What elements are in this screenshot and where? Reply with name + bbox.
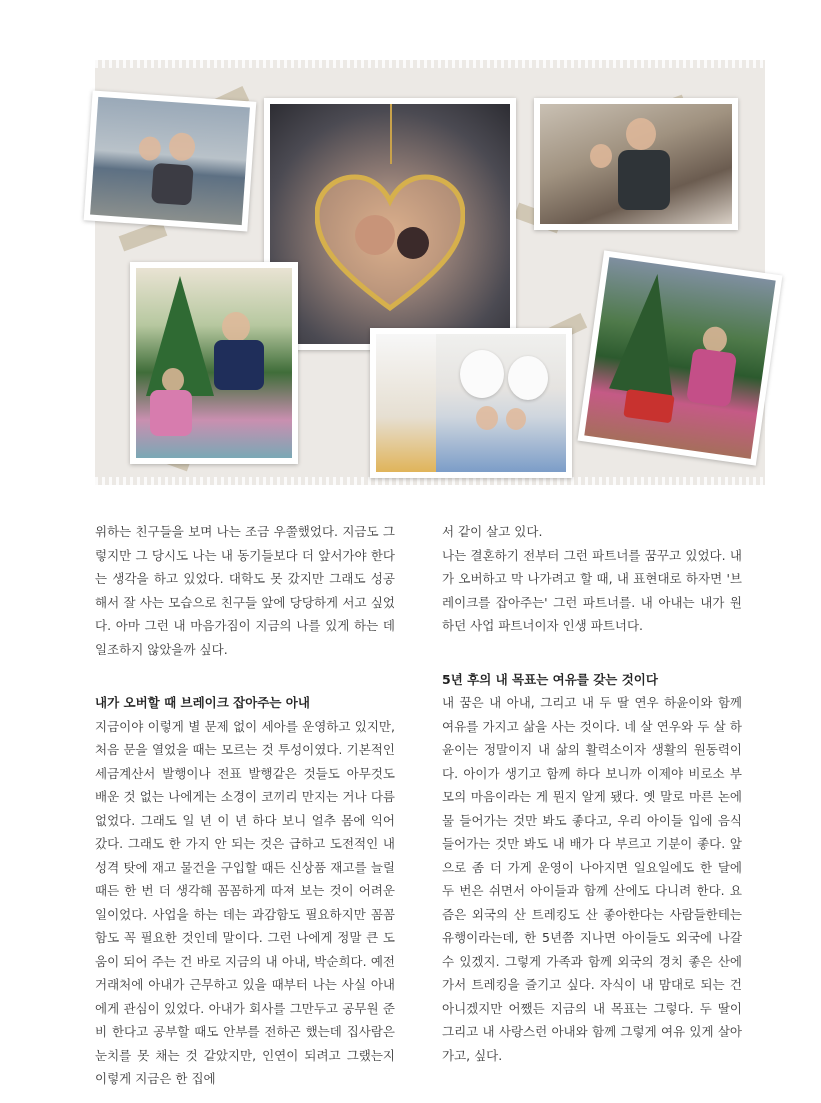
photo-teddy-bears: [370, 328, 572, 478]
right-paragraph-1: 서 같이 살고 있다.: [442, 524, 543, 539]
heart-icon: [315, 173, 465, 313]
left-column: [95, 520, 395, 1103]
photo-heart-frame: [264, 98, 516, 350]
left-paragraph-1: 위하는 친구들을 보며 나는 조금 우쭐했었다. 지금도 그렇지만 그 당시도 나는 내 동기들보다 더 앞서가야 한다는 생각을 하고 있었다. 대학도 못 갔지만 그래도 성공해서 잘 사는 모습으로 친구들 앞에 당당하게 서고 싶었다. 아마 그런 내 마음가짐이 지금의 나를 있게 하는 데 일조하지 않았을까 싶다.: [95, 524, 395, 657]
photo-shop: [534, 98, 738, 230]
right-paragraph-2: 나는 결혼하기 전부터 그런 파트너를 꿈꾸고 있었다. 내가 오버하고 막 나가려고 할 때, 내 표현대로 하자면 '브레이크를 잡아주는' 그런 파트너를. 내 아내는 내가 원하던 사업 파트너이자 인생 파트너다.: [442, 547, 742, 633]
left-paragraph-2: 지금이야 이렇게 별 문제 없이 세아를 운영하고 있지만, 처음 문을 열었을 때는 모르는 것 투성이였다. 기본적인 세금계산서 발행이나 전표 발행같은 것들도 아무것도 배운 것 없는 나에게는 소경이 코끼리 만지는 거나 다름없었다. 그래도 일 년 이 년 하다 보니 얼추 몸에 익어 갔다. 그래도 한 가지 안 되는 것은 급하고 도전적인 내 성격 탓에 재고 물건을 구입할 때든 신상품 재고를 늘릴 때든 한 번 더 생각해 꼼꼼하게 따져 보는 것이 어려운 일이었다. 사업을 하는 데는 과감함도 필요하지만 꼼꼼함도 꼭 필요한 것인데 말이다. 그런 나에게 정말 큰 도움이 되어 주는 건 바로 지금의 내 아내, 박순희다. 예전 거래처에 아내가 근무하고 있을 때부터 나는 사실 아내에게 관심이 있었다. 아내가 회사를 그만두고 공무원 준비 한다고 공부할 때도 안부를 전하곤 했는데 집사람은 눈치를 못 채는 것 같았지만, 인연이 되려고 그랬는지 이렇게 지금은 한 집에: [95, 718, 395, 1086]
photo-girl-tree: [578, 250, 783, 465]
right-section-heading: 5년 후의 내 목표는 여유를 갖는 것이다: [442, 671, 658, 687]
right-column: [442, 520, 742, 1079]
photo-seaside: [84, 90, 257, 231]
pendant-chain: [390, 104, 392, 164]
left-section-heading: 내가 오버할 때 브레이크 잡아주는 아내: [95, 695, 310, 710]
photo-christmas-tree: [130, 262, 298, 464]
right-paragraph-3: 내 꿈은 내 아내, 그리고 내 두 딸 연우 하윤이와 함께 여유를 가지고 삶을 사는 것이다. 네 살 연우와 두 살 하윤이는 정말이지 내 삶의 활력소이자 생활의 원동력이다. 아이가 생기고 함께 하다 보니까 이제야 비로소 부모의 마음이라는 게 뭔지 알게 됐다. 옛 말로 마른 논에 물 들어가는 것만 봐도 좋다고, 우리 아이들 입에 음식 들어가는 것만 봐도 내 배가 다 부르고 기분이 좋다. 앞으로 좀 더 가게 운영이 나아지면 일요일에도 한 달에 두 번은 쉬면서 아이들과 함께 산에도 다니려 한다. 요즘은 외국의 산 트레킹도 산 좋아한다는 사람들한테는 유행이라는데, 한 5년쯤 지나면 아이들도 외국에 나갈 수 있겠지. 그렇게 가족과 함께 외국의 경치 좋은 산에 가서 트레킹을 즐기고 싶다. 자식이 내 맘대로 되는 건 아니겠지만 어쨌든 지금의 내 목표는 그렇다. 두 딸이 그리고 내 사랑스런 아내와 함께 그렇게 여유 있게 살아가고, 싶다.: [442, 695, 742, 1063]
